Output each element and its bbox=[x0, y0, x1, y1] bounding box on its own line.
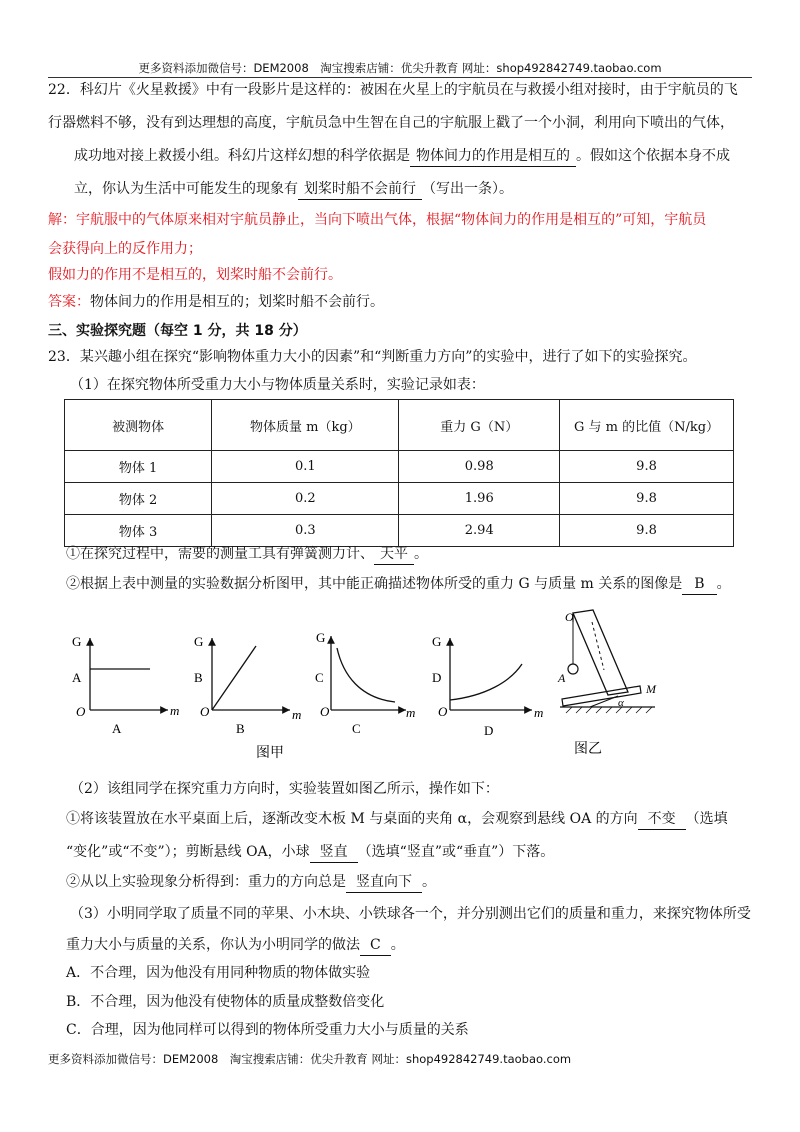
table-header-row bbox=[65, 400, 734, 451]
graph-c-xlabel: m bbox=[406, 705, 416, 720]
q23-c1-end: 。 bbox=[414, 546, 428, 562]
graph-b-caption: B bbox=[236, 721, 245, 736]
graph-d-xlabel: m bbox=[534, 705, 544, 720]
table-cell: 物体 1 bbox=[65, 451, 212, 483]
graph-c-tag: C bbox=[315, 670, 324, 685]
q22-line2: 行器燃料不够，没有到达理想的高度，宇航员急中生智在自己的宇航服上戳了一个小洞，利用向下喷出的气体， bbox=[48, 115, 734, 131]
q23-c2 bbox=[66, 574, 778, 595]
section-title: 三、实验探究题（每空 1 分，共 18 分） bbox=[48, 323, 307, 339]
figure-jia-caption: 图甲 bbox=[256, 746, 284, 761]
graph-b bbox=[194, 634, 301, 736]
q23-part3a: （3）小明同学取了质量不同的苹果、小木块、小铁球各一个，并分别测出它们的质量和重力，来探究物体所受 bbox=[70, 906, 751, 922]
q23-d2-end: （选填“竖直”或“垂直”）下落。 bbox=[357, 844, 555, 860]
table-header: 物体质量 m（kg） bbox=[212, 400, 399, 451]
graph-d-curve bbox=[450, 664, 522, 700]
q23-p3b-text: 重力大小与质量的关系，你认为小明同学的做法 bbox=[66, 937, 360, 953]
q23-d3-text: ②从以上实验现象分析得到：重力的方向总是 bbox=[66, 874, 346, 890]
graph-d bbox=[432, 634, 543, 738]
q23-c2-text: ②根据上表中测量的实验数据分析图甲，其中能正确描述物体所受的重力 G 与质量 m 关系的图像是 bbox=[66, 576, 683, 592]
q22-blank1: 物体间力的作用是相互的 bbox=[410, 146, 576, 167]
table-cell: 0.2 bbox=[212, 483, 399, 515]
graph-c-origin: O bbox=[320, 704, 330, 719]
table-header: 被测物体 bbox=[65, 400, 212, 451]
table-cell: 9.8 bbox=[560, 451, 734, 483]
q23-d1-end: （选填 bbox=[685, 811, 728, 827]
q22-line3 bbox=[48, 146, 760, 167]
q23-d1-blank: 不变 bbox=[638, 809, 686, 830]
graph-c-caption: C bbox=[352, 721, 361, 736]
q22-line1: 22．科幻片《火星救援》中有一段影片是这样的：被困在火星上的宇航员在与救援小组对接时，由于宇航员的飞 bbox=[48, 82, 738, 98]
graph-a bbox=[72, 634, 179, 736]
q23-part2: （2）该组同学在探究重力方向时，实验装置如图乙所示，操作如下： bbox=[70, 781, 499, 797]
graph-d-origin: O bbox=[438, 704, 448, 719]
q23-d2-text: “变化”或“不变”）；剪断悬线 OA，小球 bbox=[66, 844, 310, 860]
figure-yi-caption: 图乙 bbox=[574, 742, 602, 757]
q23-c1 bbox=[66, 544, 778, 565]
q22-blank2: 划桨时船不会前行 bbox=[298, 179, 422, 200]
graph-b-origin: O bbox=[200, 704, 210, 719]
option-b: B．不合理，因为他没有使物体的质量成整数倍变化 bbox=[66, 994, 385, 1010]
q23-c1-text: ①在探究过程中，需要的测量工具有弹簧测力计、 bbox=[66, 546, 374, 562]
graph-a-tag: A bbox=[72, 670, 82, 685]
q22-answer bbox=[48, 292, 760, 312]
graph-c-ylabel: G bbox=[316, 630, 326, 645]
graph-a-origin: O bbox=[76, 704, 86, 719]
q22-solution2: 会获得向上的反作用力； bbox=[48, 241, 202, 257]
q23-intro: 23．某兴趣小组在探究“影响物体重力大小的因素”和“判断重力方向”的实验中，进行了如下的实验探究。 bbox=[48, 349, 697, 365]
q22-line4 bbox=[48, 179, 760, 200]
table-row bbox=[65, 451, 734, 483]
q23-c1-blank: 天平 bbox=[374, 544, 414, 565]
q23-d3-blank: 竖直向下 bbox=[346, 872, 422, 893]
figure-area bbox=[0, 600, 800, 770]
apparatus-figure bbox=[557, 610, 657, 713]
q23-part1: （1）在探究物体所受重力大小与物体质量关系时，实验记录如表： bbox=[70, 377, 485, 393]
q22-line3-end: 。假如这个依据本身不成 bbox=[576, 148, 730, 164]
header-rule bbox=[48, 77, 752, 78]
apparatus-label-o: O bbox=[565, 610, 574, 624]
table-header: G 与 m 的比值（N/kg） bbox=[560, 400, 734, 451]
graph-b-tag: B bbox=[194, 670, 203, 685]
graph-d-tag: D bbox=[432, 670, 442, 685]
table-header: 重力 G（N） bbox=[399, 400, 560, 451]
graph-b-xlabel: m bbox=[292, 707, 302, 722]
answer-text: 物体间力的作用是相互的；划桨时船不会前行。 bbox=[90, 294, 384, 310]
q23-d1-text: ①将该装置放在水平桌面上后，逐渐改变木板 M 与桌面的夹角 α，会观察到悬线 OA 的方向 bbox=[66, 811, 638, 827]
table-cell: 2.94 bbox=[399, 515, 560, 547]
q23-d3 bbox=[66, 872, 778, 893]
q22-solution1: 解：宇航服中的气体原来相对宇航员静止，当向下喷出气体，根据“物体间力的作用是相互的”可知，宇航员 bbox=[48, 212, 707, 228]
option-a: A．不合理，因为他没有用同种物质的物体做实验 bbox=[66, 965, 371, 981]
table-cell: 1.96 bbox=[399, 483, 560, 515]
answer-label: 答案： bbox=[48, 294, 90, 310]
q23-c2-blank: B bbox=[682, 574, 716, 595]
table-cell: 物体 3 bbox=[65, 515, 212, 547]
q23-part3b bbox=[66, 935, 778, 956]
table-row bbox=[65, 515, 734, 547]
table-cell: 0.1 bbox=[212, 451, 399, 483]
table-cell: 9.8 bbox=[560, 515, 734, 547]
table-row bbox=[65, 483, 734, 515]
graph-a-caption: A bbox=[112, 721, 122, 736]
table-cell: 0.3 bbox=[212, 515, 399, 547]
page-footer: 更多资料添加微信号：DEM2008 淘宝搜索店铺：优尖升教育 网址：shop492842749.taobao.com bbox=[48, 1052, 572, 1066]
graph-b-ylabel: G bbox=[194, 634, 204, 649]
graph-b-curve bbox=[212, 646, 256, 710]
q22-line4-end: （写出一条）。 bbox=[422, 181, 513, 197]
q23-d2 bbox=[66, 842, 778, 863]
data-table bbox=[64, 399, 734, 547]
q22-line3-text: 成功地对接上救援小组。科幻片这样幻想的科学依据是 bbox=[74, 148, 410, 164]
q23-p3-end: 。 bbox=[390, 937, 405, 953]
q23-d1 bbox=[66, 809, 778, 830]
table-cell: 0.98 bbox=[399, 451, 560, 483]
graph-a-xlabel: m bbox=[170, 703, 180, 718]
q22-solution3: 假如力的作用不是相互的，划桨时船不会前行。 bbox=[48, 267, 342, 283]
page-header: 更多资料添加微信号：DEM2008 淘宝搜索店铺：优尖升教育 网址：shop492842749.taobao.com bbox=[138, 61, 662, 75]
q23-d2-blank: 竖直 bbox=[310, 842, 358, 863]
graph-d-caption: D bbox=[484, 723, 494, 738]
apparatus-label-a: A bbox=[558, 671, 566, 685]
option-c: C．合理，因为他同样可以得到的物体所受重力大小与质量的关系 bbox=[66, 1022, 469, 1038]
apparatus-label-m: M bbox=[646, 682, 656, 696]
apparatus-label-alpha: α bbox=[618, 697, 624, 709]
graph-c-curve bbox=[337, 648, 395, 702]
graph-a-ylabel: G bbox=[72, 634, 82, 649]
table-cell: 9.8 bbox=[560, 483, 734, 515]
q23-c2-end: 。 bbox=[716, 576, 731, 592]
q23-p3-blank: C bbox=[360, 935, 391, 956]
graph-d-ylabel: G bbox=[432, 634, 442, 649]
q22-line4-text: 立，你认为生活中可能发生的现象有 bbox=[74, 181, 298, 197]
graph-c bbox=[315, 630, 415, 736]
table-cell: 物体 2 bbox=[65, 483, 212, 515]
q23-d3-end: 。 bbox=[422, 874, 436, 890]
